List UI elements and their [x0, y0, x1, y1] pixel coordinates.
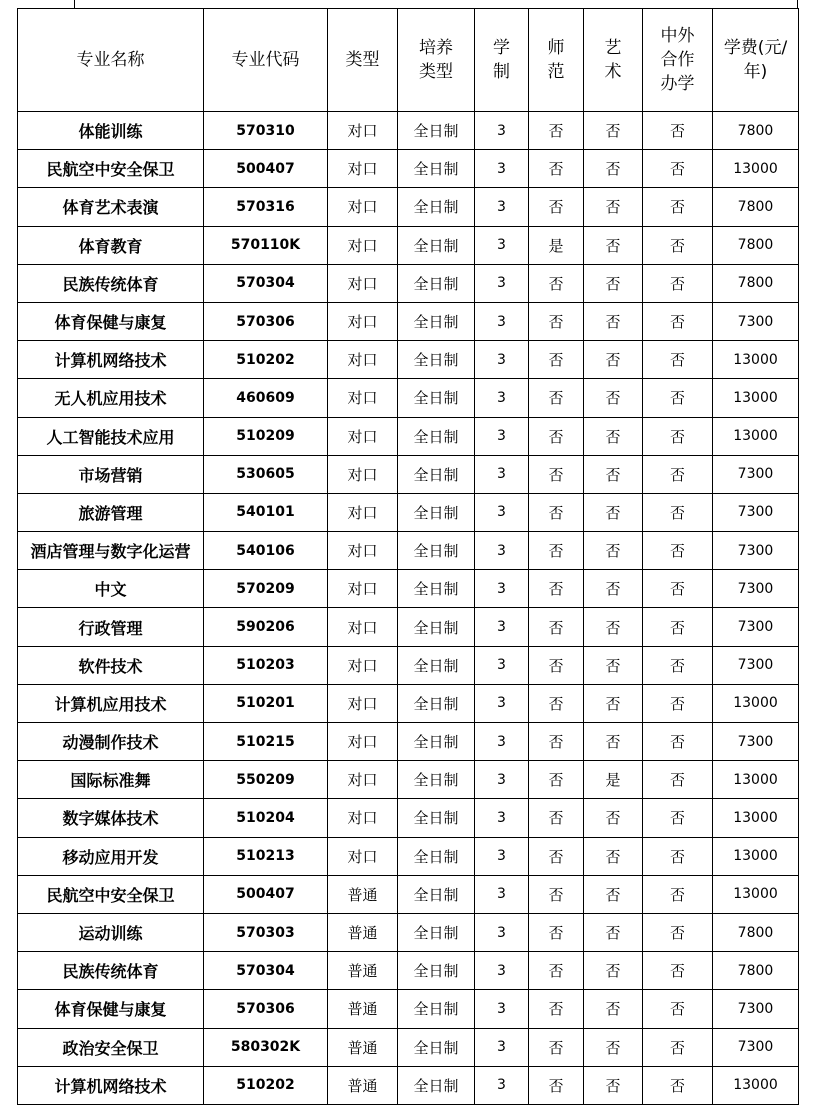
header-major-name: 专业名称: [18, 9, 204, 112]
art-cell: 否: [584, 1028, 643, 1066]
normal-school-cell: 否: [529, 188, 584, 226]
sino-foreign-cell: 否: [643, 875, 713, 913]
table-row: [18, 302, 799, 340]
sino-foreign-cell: 否: [643, 112, 713, 150]
sino-foreign-cell: 否: [643, 188, 713, 226]
major-name-cell: 体育保健与康复: [18, 302, 204, 340]
tuition-cell: 7800: [713, 188, 799, 226]
major-name-cell: 无人机应用技术: [18, 379, 204, 417]
normal-school-cell: 否: [529, 837, 584, 875]
duration-cell: 3: [475, 417, 529, 455]
tuition-cell: 13000: [713, 150, 799, 188]
art-cell: 否: [584, 1066, 643, 1104]
duration-cell: 3: [475, 379, 529, 417]
major-tuition-table: [17, 8, 799, 1105]
table-header-row: [18, 9, 799, 112]
header-tuition: 学费(元/年): [713, 9, 799, 112]
normal-school-cell: 否: [529, 417, 584, 455]
duration-cell: 3: [475, 837, 529, 875]
training-type-cell: 全日制: [398, 990, 475, 1028]
major-name-cell: 行政管理: [18, 608, 204, 646]
major-name-cell: 国际标准舞: [18, 761, 204, 799]
duration-cell: 3: [475, 723, 529, 761]
tuition-cell: 13000: [713, 799, 799, 837]
type-cell: 普通: [328, 990, 398, 1028]
major-code-cell: 570306: [204, 302, 328, 340]
type-cell: 对口: [328, 532, 398, 570]
type-cell: 对口: [328, 302, 398, 340]
art-cell: 否: [584, 723, 643, 761]
table-row: [18, 112, 799, 150]
table-row: [18, 646, 799, 684]
major-name-cell: 动漫制作技术: [18, 723, 204, 761]
art-cell: 否: [584, 264, 643, 302]
major-name-cell: 民航空中安全保卫: [18, 150, 204, 188]
table-row: [18, 226, 799, 264]
art-cell: 否: [584, 875, 643, 913]
table-top-edge-stub: [797, 0, 798, 8]
duration-cell: 3: [475, 341, 529, 379]
art-cell: 否: [584, 493, 643, 531]
duration-cell: 3: [475, 532, 529, 570]
major-name-cell: 计算机应用技术: [18, 684, 204, 722]
training-type-cell: 全日制: [398, 341, 475, 379]
tuition-cell: 7300: [713, 608, 799, 646]
major-name-cell: 运动训练: [18, 913, 204, 951]
type-cell: 对口: [328, 646, 398, 684]
sino-foreign-cell: 否: [643, 608, 713, 646]
table-top-edge-stub: [74, 0, 75, 8]
table-row: [18, 379, 799, 417]
table-row: [18, 799, 799, 837]
type-cell: 对口: [328, 570, 398, 608]
major-name-cell: 计算机网络技术: [18, 1066, 204, 1104]
training-type-cell: 全日制: [398, 1066, 475, 1104]
major-code-cell: 580302K: [204, 1028, 328, 1066]
major-code-cell: 540106: [204, 532, 328, 570]
art-cell: 否: [584, 837, 643, 875]
tuition-cell: 7800: [713, 913, 799, 951]
header-normal-school: 师范: [529, 9, 584, 112]
sino-foreign-cell: 否: [643, 990, 713, 1028]
normal-school-cell: 否: [529, 302, 584, 340]
duration-cell: 3: [475, 761, 529, 799]
table-row: [18, 608, 799, 646]
tuition-cell: 7800: [713, 952, 799, 990]
art-cell: 否: [584, 455, 643, 493]
art-cell: 否: [584, 799, 643, 837]
normal-school-cell: 否: [529, 570, 584, 608]
table-row: [18, 264, 799, 302]
major-name-cell: 计算机网络技术: [18, 341, 204, 379]
type-cell: 对口: [328, 837, 398, 875]
type-cell: 对口: [328, 112, 398, 150]
training-type-cell: 全日制: [398, 532, 475, 570]
header-sino-foreign: 中外合作办学: [643, 9, 713, 112]
art-cell: 否: [584, 608, 643, 646]
major-name-cell: 政治安全保卫: [18, 1028, 204, 1066]
normal-school-cell: 否: [529, 493, 584, 531]
training-type-cell: 全日制: [398, 761, 475, 799]
type-cell: 对口: [328, 493, 398, 531]
table-row: [18, 1028, 799, 1066]
normal-school-cell: 否: [529, 761, 584, 799]
training-type-cell: 全日制: [398, 226, 475, 264]
table-row: [18, 875, 799, 913]
tuition-cell: 13000: [713, 341, 799, 379]
sino-foreign-cell: 否: [643, 341, 713, 379]
normal-school-cell: 否: [529, 1066, 584, 1104]
sino-foreign-cell: 否: [643, 1066, 713, 1104]
table-row: [18, 493, 799, 531]
major-name-cell: 体能训练: [18, 112, 204, 150]
training-type-cell: 全日制: [398, 608, 475, 646]
sino-foreign-cell: 否: [643, 799, 713, 837]
art-cell: 否: [584, 684, 643, 722]
normal-school-cell: 否: [529, 875, 584, 913]
major-code-cell: 570316: [204, 188, 328, 226]
art-cell: 否: [584, 990, 643, 1028]
normal-school-cell: 否: [529, 112, 584, 150]
duration-cell: 3: [475, 684, 529, 722]
major-code-cell: 530605: [204, 455, 328, 493]
major-name-cell: 数字媒体技术: [18, 799, 204, 837]
normal-school-cell: 否: [529, 608, 584, 646]
duration-cell: 3: [475, 875, 529, 913]
type-cell: 普通: [328, 875, 398, 913]
art-cell: 否: [584, 341, 643, 379]
tuition-cell: 7300: [713, 455, 799, 493]
sino-foreign-cell: 否: [643, 837, 713, 875]
normal-school-cell: 否: [529, 341, 584, 379]
major-code-cell: 510202: [204, 341, 328, 379]
table-row: [18, 1066, 799, 1104]
major-name-cell: 中文: [18, 570, 204, 608]
normal-school-cell: 否: [529, 1028, 584, 1066]
type-cell: 对口: [328, 455, 398, 493]
table-row: [18, 417, 799, 455]
duration-cell: 3: [475, 112, 529, 150]
major-code-cell: 590206: [204, 608, 328, 646]
tuition-cell: 7800: [713, 112, 799, 150]
training-type-cell: 全日制: [398, 837, 475, 875]
normal-school-cell: 否: [529, 684, 584, 722]
art-cell: 否: [584, 952, 643, 990]
tuition-cell: 7300: [713, 493, 799, 531]
art-cell: 否: [584, 188, 643, 226]
training-type-cell: 全日制: [398, 1028, 475, 1066]
table-row: [18, 837, 799, 875]
type-cell: 对口: [328, 417, 398, 455]
header-training-type: 培养类型: [398, 9, 475, 112]
tuition-cell: 13000: [713, 684, 799, 722]
training-type-cell: 全日制: [398, 379, 475, 417]
major-code-cell: 510215: [204, 723, 328, 761]
tuition-cell: 13000: [713, 837, 799, 875]
header-type: 类型: [328, 9, 398, 112]
tuition-cell: 7300: [713, 1028, 799, 1066]
type-cell: 对口: [328, 264, 398, 302]
sino-foreign-cell: 否: [643, 226, 713, 264]
art-cell: 否: [584, 226, 643, 264]
type-cell: 普通: [328, 1066, 398, 1104]
major-code-cell: 510209: [204, 417, 328, 455]
training-type-cell: 全日制: [398, 723, 475, 761]
art-cell: 否: [584, 150, 643, 188]
sino-foreign-cell: 否: [643, 150, 713, 188]
art-cell: 是: [584, 761, 643, 799]
table-row: [18, 532, 799, 570]
duration-cell: 3: [475, 1028, 529, 1066]
table-row: [18, 455, 799, 493]
sino-foreign-cell: 否: [643, 1028, 713, 1066]
type-cell: 普通: [328, 952, 398, 990]
table-row: [18, 188, 799, 226]
major-code-cell: 510202: [204, 1066, 328, 1104]
duration-cell: 3: [475, 188, 529, 226]
normal-school-cell: 否: [529, 646, 584, 684]
major-code-cell: 570303: [204, 913, 328, 951]
sino-foreign-cell: 否: [643, 952, 713, 990]
major-code-cell: 570306: [204, 990, 328, 1028]
training-type-cell: 全日制: [398, 875, 475, 913]
training-type-cell: 全日制: [398, 493, 475, 531]
type-cell: 对口: [328, 608, 398, 646]
duration-cell: 3: [475, 264, 529, 302]
major-code-cell: 570209: [204, 570, 328, 608]
major-name-cell: 体育保健与康复: [18, 990, 204, 1028]
table-row: [18, 684, 799, 722]
table-row: [18, 570, 799, 608]
training-type-cell: 全日制: [398, 684, 475, 722]
type-cell: 对口: [328, 226, 398, 264]
tuition-cell: 13000: [713, 417, 799, 455]
sino-foreign-cell: 否: [643, 417, 713, 455]
major-name-cell: 旅游管理: [18, 493, 204, 531]
art-cell: 否: [584, 913, 643, 951]
type-cell: 普通: [328, 1028, 398, 1066]
normal-school-cell: 否: [529, 990, 584, 1028]
training-type-cell: 全日制: [398, 417, 475, 455]
sino-foreign-cell: 否: [643, 302, 713, 340]
major-code-cell: 510201: [204, 684, 328, 722]
duration-cell: 3: [475, 493, 529, 531]
art-cell: 否: [584, 532, 643, 570]
tuition-cell: 7800: [713, 264, 799, 302]
tuition-cell: 13000: [713, 875, 799, 913]
major-name-cell: 软件技术: [18, 646, 204, 684]
table-row: [18, 990, 799, 1028]
art-cell: 否: [584, 417, 643, 455]
duration-cell: 3: [475, 799, 529, 837]
duration-cell: 3: [475, 952, 529, 990]
tuition-cell: 13000: [713, 379, 799, 417]
tuition-cell: 7800: [713, 226, 799, 264]
table-row: [18, 913, 799, 951]
type-cell: 对口: [328, 684, 398, 722]
sino-foreign-cell: 否: [643, 684, 713, 722]
table-row: [18, 761, 799, 799]
training-type-cell: 全日制: [398, 646, 475, 684]
major-code-cell: 460609: [204, 379, 328, 417]
training-type-cell: 全日制: [398, 150, 475, 188]
major-code-cell: 550209: [204, 761, 328, 799]
art-cell: 否: [584, 646, 643, 684]
type-cell: 普通: [328, 913, 398, 951]
header-duration: 学制: [475, 9, 529, 112]
sino-foreign-cell: 否: [643, 264, 713, 302]
normal-school-cell: 否: [529, 150, 584, 188]
tuition-cell: 7300: [713, 532, 799, 570]
sino-foreign-cell: 否: [643, 455, 713, 493]
major-code-cell: 510213: [204, 837, 328, 875]
duration-cell: 3: [475, 150, 529, 188]
normal-school-cell: 是: [529, 226, 584, 264]
sino-foreign-cell: 否: [643, 379, 713, 417]
tuition-cell: 7300: [713, 723, 799, 761]
table-row: [18, 150, 799, 188]
major-code-cell: 510204: [204, 799, 328, 837]
normal-school-cell: 否: [529, 952, 584, 990]
major-name-cell: 体育教育: [18, 226, 204, 264]
type-cell: 对口: [328, 761, 398, 799]
normal-school-cell: 否: [529, 913, 584, 951]
training-type-cell: 全日制: [398, 799, 475, 837]
duration-cell: 3: [475, 455, 529, 493]
tuition-cell: 7300: [713, 990, 799, 1028]
major-code-cell: 500407: [204, 875, 328, 913]
sino-foreign-cell: 否: [643, 493, 713, 531]
tuition-cell: 7300: [713, 646, 799, 684]
tuition-cell: 7300: [713, 570, 799, 608]
sino-foreign-cell: 否: [643, 570, 713, 608]
major-code-cell: 540101: [204, 493, 328, 531]
sino-foreign-cell: 否: [643, 723, 713, 761]
normal-school-cell: 否: [529, 379, 584, 417]
duration-cell: 3: [475, 608, 529, 646]
sino-foreign-cell: 否: [643, 913, 713, 951]
art-cell: 否: [584, 570, 643, 608]
tuition-cell: 7300: [713, 302, 799, 340]
table-row: [18, 723, 799, 761]
normal-school-cell: 否: [529, 799, 584, 837]
major-name-cell: 人工智能技术应用: [18, 417, 204, 455]
art-cell: 否: [584, 379, 643, 417]
table-row: [18, 341, 799, 379]
type-cell: 对口: [328, 341, 398, 379]
sino-foreign-cell: 否: [643, 761, 713, 799]
major-code-cell: 570304: [204, 952, 328, 990]
normal-school-cell: 否: [529, 264, 584, 302]
header-art: 艺术: [584, 9, 643, 112]
type-cell: 对口: [328, 188, 398, 226]
training-type-cell: 全日制: [398, 913, 475, 951]
major-code-cell: 570304: [204, 264, 328, 302]
type-cell: 对口: [328, 379, 398, 417]
training-type-cell: 全日制: [398, 570, 475, 608]
duration-cell: 3: [475, 913, 529, 951]
major-name-cell: 市场营销: [18, 455, 204, 493]
major-name-cell: 民族传统体育: [18, 264, 204, 302]
tuition-cell: 13000: [713, 1066, 799, 1104]
art-cell: 否: [584, 302, 643, 340]
major-code-cell: 570310: [204, 112, 328, 150]
normal-school-cell: 否: [529, 723, 584, 761]
duration-cell: 3: [475, 226, 529, 264]
major-code-cell: 570110K: [204, 226, 328, 264]
duration-cell: 3: [475, 570, 529, 608]
sino-foreign-cell: 否: [643, 532, 713, 570]
art-cell: 否: [584, 112, 643, 150]
duration-cell: 3: [475, 302, 529, 340]
training-type-cell: 全日制: [398, 188, 475, 226]
type-cell: 对口: [328, 799, 398, 837]
major-name-cell: 酒店管理与数字化运营: [18, 532, 204, 570]
type-cell: 对口: [328, 150, 398, 188]
major-name-cell: 民航空中安全保卫: [18, 875, 204, 913]
training-type-cell: 全日制: [398, 302, 475, 340]
major-code-cell: 510203: [204, 646, 328, 684]
major-code-cell: 500407: [204, 150, 328, 188]
major-name-cell: 体育艺术表演: [18, 188, 204, 226]
type-cell: 对口: [328, 723, 398, 761]
duration-cell: 3: [475, 1066, 529, 1104]
training-type-cell: 全日制: [398, 112, 475, 150]
major-name-cell: 民族传统体育: [18, 952, 204, 990]
major-name-cell: 移动应用开发: [18, 837, 204, 875]
normal-school-cell: 否: [529, 455, 584, 493]
sino-foreign-cell: 否: [643, 646, 713, 684]
training-type-cell: 全日制: [398, 952, 475, 990]
training-type-cell: 全日制: [398, 455, 475, 493]
header-major-code: 专业代码: [204, 9, 328, 112]
tuition-cell: 13000: [713, 761, 799, 799]
duration-cell: 3: [475, 990, 529, 1028]
training-type-cell: 全日制: [398, 264, 475, 302]
table-row: [18, 952, 799, 990]
normal-school-cell: 否: [529, 532, 584, 570]
duration-cell: 3: [475, 646, 529, 684]
